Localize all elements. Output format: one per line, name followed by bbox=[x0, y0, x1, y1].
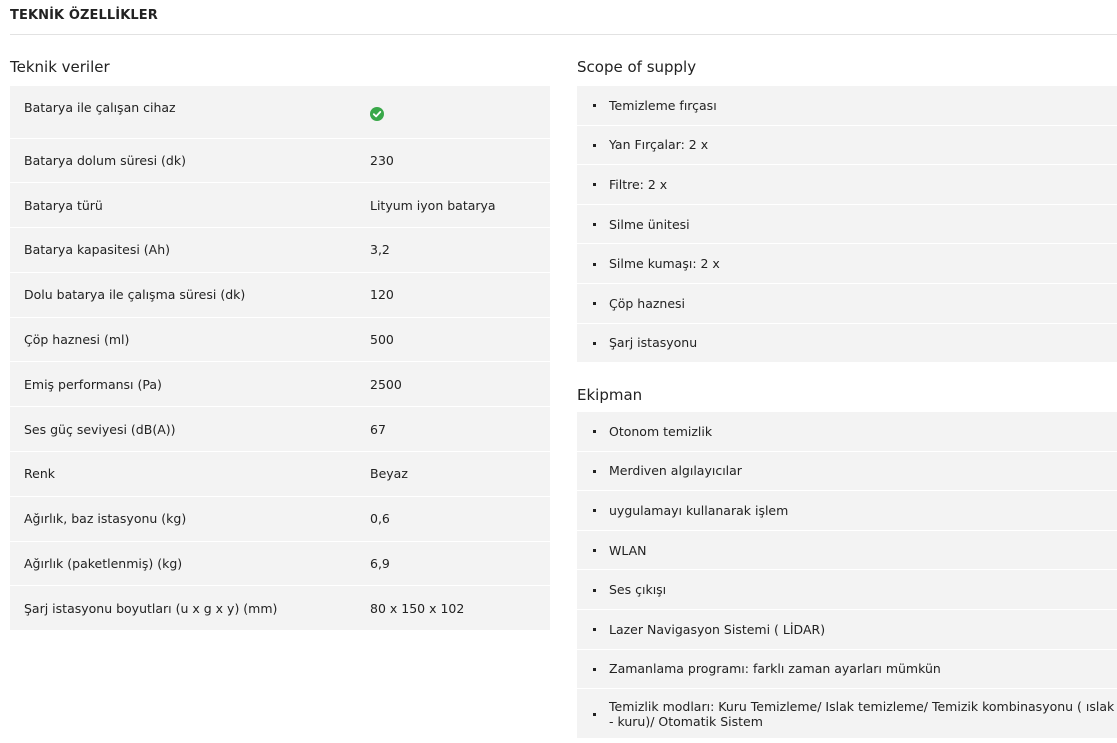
spec-value: 80 x 150 x 102 bbox=[370, 600, 465, 616]
list-item-text: Şarj istasyonu bbox=[609, 335, 698, 351]
list-item bbox=[577, 205, 1117, 245]
list-item-text: WLAN bbox=[609, 542, 647, 558]
equipment-section-title: Ekipman bbox=[577, 386, 643, 404]
spec-value bbox=[370, 86, 550, 138]
bullet-icon bbox=[593, 342, 596, 345]
spec-value: 2500 bbox=[370, 376, 402, 392]
spec-value: 120 bbox=[370, 287, 394, 303]
list-item-text: Temizleme fırçası bbox=[609, 97, 717, 113]
supply-list bbox=[577, 86, 1117, 363]
list-item bbox=[577, 86, 1117, 126]
list-item-text: uygulamayı kullanarak işlem bbox=[609, 502, 789, 518]
bullet-icon bbox=[593, 589, 596, 592]
spec-row bbox=[10, 317, 550, 362]
equipment-list bbox=[577, 412, 1117, 739]
bullet-icon bbox=[593, 183, 596, 186]
spec-key: Ağırlık, baz istasyonu (kg) bbox=[24, 511, 187, 527]
list-item bbox=[577, 284, 1117, 324]
list-item-text: Filtre: 2 x bbox=[609, 176, 668, 192]
list-item-text: Lazer Navigasyon Sistemi ( LİDAR) bbox=[609, 621, 826, 637]
supply-section-title: Scope of supply bbox=[577, 58, 697, 76]
spec-key: Batarya türü bbox=[24, 197, 103, 213]
spec-key: Şarj istasyonu boyutları (u x g x y) (mm) bbox=[24, 600, 278, 616]
list-item-text: Ses çıkışı bbox=[609, 582, 667, 598]
bullet-icon bbox=[593, 144, 596, 147]
spec-value: 500 bbox=[370, 332, 394, 348]
spec-value: 3,2 bbox=[370, 242, 390, 258]
list-item bbox=[577, 689, 1117, 739]
list-item bbox=[577, 126, 1117, 166]
bullet-icon bbox=[593, 549, 596, 552]
bullet-icon bbox=[593, 223, 596, 226]
page-heading: TEKNİK ÖZELLİKLER bbox=[10, 8, 158, 23]
bullet-icon bbox=[593, 302, 596, 305]
list-item-text: Otonom temizlik bbox=[609, 423, 713, 439]
list-item-text: Silme ünitesi bbox=[609, 216, 690, 232]
check-circle-icon bbox=[370, 107, 384, 121]
list-item-text: Silme kumaşı: 2 x bbox=[609, 256, 720, 272]
spec-key: Dolu batarya ile çalışma süresi (dk) bbox=[24, 287, 246, 303]
bullet-icon bbox=[593, 668, 596, 671]
spec-key: Ses güç seviyesi (dB(A)) bbox=[24, 421, 176, 437]
list-item bbox=[577, 531, 1117, 571]
list-item bbox=[577, 610, 1117, 650]
spec-key: Ağırlık (paketlenmiş) (kg) bbox=[24, 556, 183, 572]
spec-row bbox=[10, 228, 550, 273]
list-item bbox=[577, 491, 1117, 531]
spec-row bbox=[10, 138, 550, 183]
list-item bbox=[577, 244, 1117, 284]
bullet-icon bbox=[593, 104, 596, 107]
list-item-text: Çöp haznesi bbox=[609, 295, 686, 311]
spec-key: Batarya dolum süresi (dk) bbox=[24, 152, 186, 168]
spec-row bbox=[10, 362, 550, 407]
spec-row bbox=[10, 183, 550, 228]
spec-row bbox=[10, 586, 550, 631]
spec-key: Renk bbox=[24, 466, 55, 482]
bullet-icon bbox=[593, 628, 596, 631]
list-item-text: Merdiven algılayıcılar bbox=[609, 463, 742, 479]
list-item bbox=[577, 324, 1117, 364]
spec-row bbox=[10, 86, 550, 138]
list-item-text: Yan Fırçalar: 2 x bbox=[609, 137, 709, 153]
spec-value: 230 bbox=[370, 152, 394, 168]
list-item bbox=[577, 650, 1117, 690]
list-item bbox=[577, 570, 1117, 610]
spec-value: 67 bbox=[370, 421, 386, 437]
tech-section-title: Teknik veriler bbox=[10, 58, 110, 76]
list-item bbox=[577, 452, 1117, 492]
heading-divider bbox=[10, 34, 1117, 35]
bullet-icon bbox=[593, 263, 596, 266]
spec-key: Batarya ile çalışan cihaz bbox=[24, 100, 176, 115]
bullet-icon bbox=[593, 509, 596, 512]
tech-spec-table bbox=[10, 86, 550, 631]
spec-row bbox=[10, 272, 550, 317]
list-item-text: Zamanlama programı: farklı zaman ayarları mümkün bbox=[609, 661, 941, 677]
list-item bbox=[577, 412, 1117, 452]
bullet-icon bbox=[593, 430, 596, 433]
bullet-icon bbox=[593, 470, 596, 473]
spec-value: 6,9 bbox=[370, 556, 390, 572]
spec-row bbox=[10, 496, 550, 541]
bullet-icon bbox=[593, 713, 596, 716]
spec-value: Beyaz bbox=[370, 466, 408, 482]
spec-value: Lityum iyon batarya bbox=[370, 197, 496, 213]
spec-key: Çöp haznesi (ml) bbox=[24, 332, 130, 348]
spec-value: 0,6 bbox=[370, 511, 390, 527]
list-item-text: Temizlik modları: Kuru Temizleme/ Islak temizleme/ Temizik kombinasyonu ( ıslak - kuru)/ Otomatik Sistem bbox=[609, 698, 1115, 729]
spec-row bbox=[10, 541, 550, 586]
spec-key: Batarya kapasitesi (Ah) bbox=[24, 242, 171, 258]
spec-key: Emiş performansı (Pa) bbox=[24, 376, 162, 392]
spec-row bbox=[10, 407, 550, 452]
spec-row bbox=[10, 452, 550, 497]
list-item bbox=[577, 165, 1117, 205]
